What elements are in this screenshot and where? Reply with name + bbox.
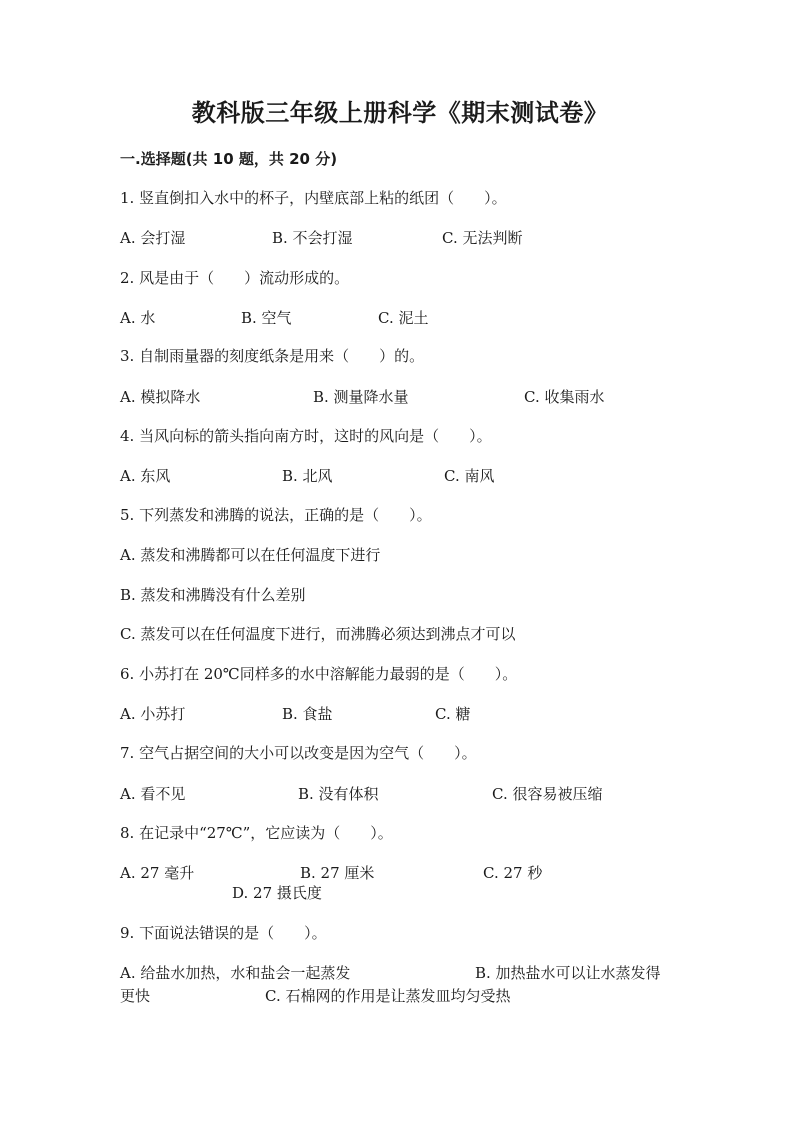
question-4-option-c: C. 南风 (444, 467, 495, 485)
section-heading: 一.选择题(共 10 题，共 20 分) (120, 150, 338, 168)
question-7-option-b: B. 没有体积 (298, 785, 379, 803)
question-4-stem: 4. 当风向标的箭头指向南方时，这时的风向是（ ）。 (120, 427, 492, 445)
question-9-option-a: A. 给盐水加热，水和盐会一起蒸发 (120, 964, 351, 982)
question-8-option-d: D. 27 摄氏度 (232, 884, 322, 902)
question-5-option-c: C. 蒸发可以在任何温度下进行，而沸腾必须达到沸点才可以 (120, 625, 516, 643)
question-6-option-c: C. 糖 (435, 705, 471, 723)
question-1-option-b: B. 不会打湿 (272, 229, 353, 247)
question-3-stem: 3. 自制雨量器的刻度纸条是用来（ ）的。 (120, 347, 425, 365)
question-9-option-b: B. 加热盐水可以让水蒸发得 (475, 964, 661, 982)
question-8-option-c: C. 27 秒 (483, 864, 543, 882)
question-6-option-a: A. 小苏打 (120, 705, 186, 723)
question-2-stem: 2. 风是由于（ ）流动形成的。 (120, 269, 350, 287)
question-2-option-c: C. 泥土 (378, 309, 429, 327)
question-6-option-b: B. 食盐 (282, 705, 333, 723)
question-2-option-a: A. 水 (120, 309, 156, 327)
question-8-stem: 8. 在记录中“27℃”，它应读为（ ）。 (120, 824, 393, 842)
question-5-option-a: A. 蒸发和沸腾都可以在任何温度下进行 (120, 546, 381, 564)
question-1-option-a: A. 会打湿 (120, 229, 186, 247)
page-title: 教科版三年级上册科学《期末测试卷》 (191, 99, 609, 127)
question-9-option-b-continued: 更快 (120, 987, 151, 1005)
question-3-option-b: B. 测量降水量 (313, 388, 409, 406)
question-7-stem: 7. 空气占据空间的大小可以改变是因为空气（ ）。 (120, 744, 477, 762)
question-4-option-b: B. 北风 (282, 467, 333, 485)
question-8-option-a: A. 27 毫升 (120, 864, 195, 882)
question-6-stem: 6. 小苏打在 20℃同样多的水中溶解能力最弱的是（ ）。 (120, 665, 518, 683)
question-1-stem: 1. 竖直倒扣入水中的杯子，内壁底部上粘的纸团（ ）。 (120, 189, 507, 207)
question-7-option-c: C. 很容易被压缩 (492, 785, 603, 803)
question-1-option-c: C. 无法判断 (442, 229, 523, 247)
question-9-stem: 9. 下面说法错误的是（ ）。 (120, 924, 327, 942)
question-5-option-b: B. 蒸发和沸腾没有什么差别 (120, 586, 306, 604)
question-9-option-c: C. 石棉网的作用是让蒸发皿均匀受热 (265, 987, 511, 1005)
question-7-option-a: A. 看不见 (120, 785, 186, 803)
question-8-option-b: B. 27 厘米 (300, 864, 375, 882)
question-3-option-a: A. 模拟降水 (120, 388, 201, 406)
question-2-option-b: B. 空气 (241, 309, 292, 327)
question-4-option-a: A. 东风 (120, 467, 171, 485)
question-3-option-c: C. 收集雨水 (524, 388, 605, 406)
question-5-stem: 5. 下列蒸发和沸腾的说法，正确的是（ ）。 (120, 506, 432, 524)
